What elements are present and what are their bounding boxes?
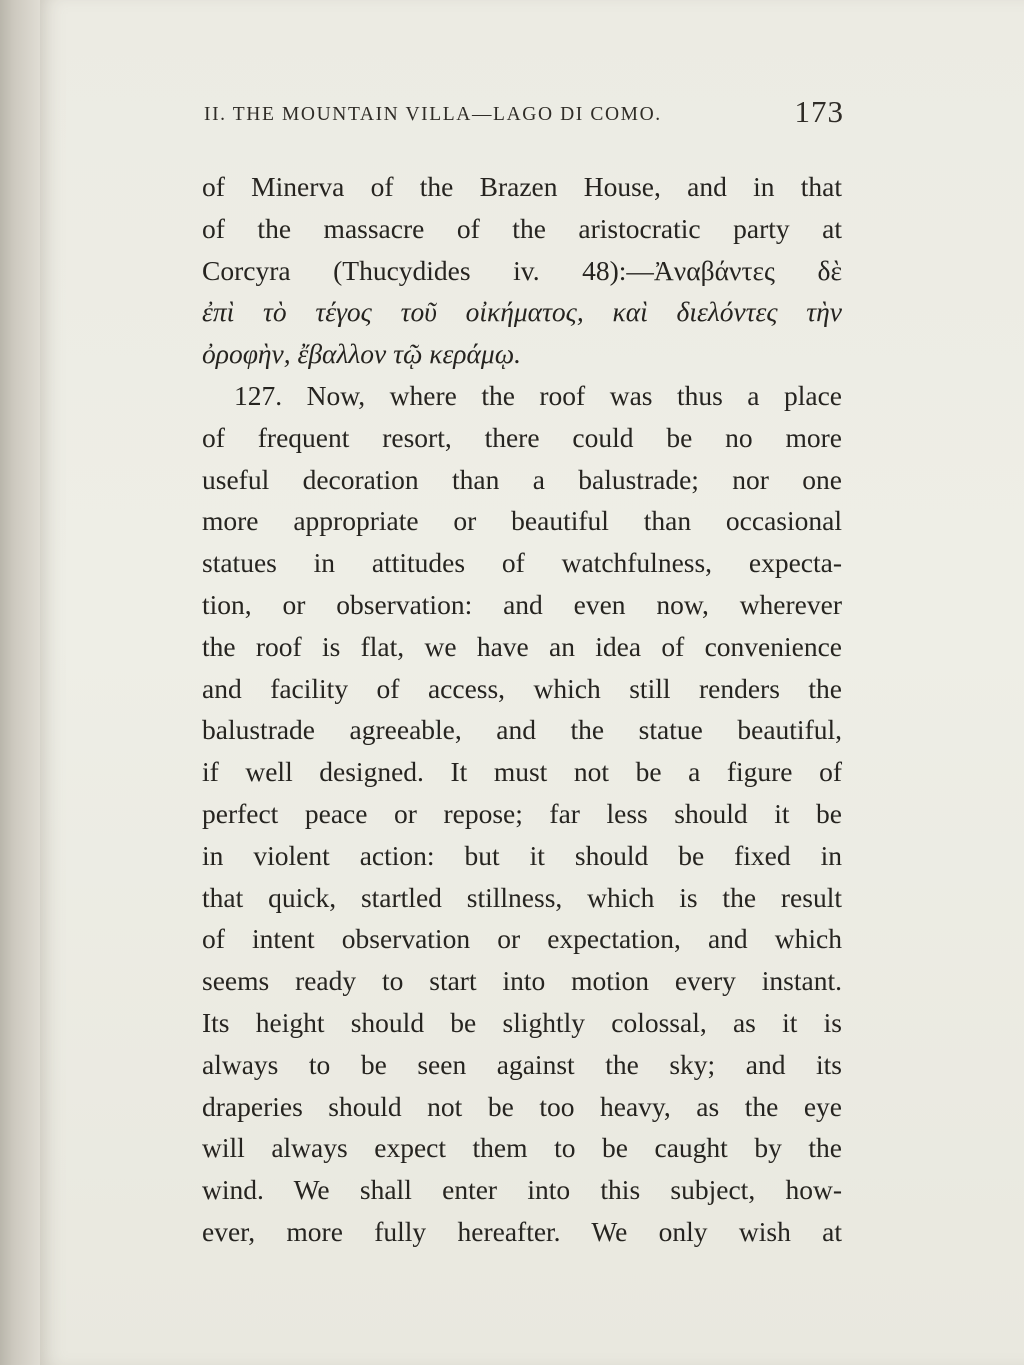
text-line: draperies should not be too heavy, as the eye [202,1090,842,1122]
text-line: always to be seen against the sky; and its [202,1048,842,1080]
body-text [202,166,842,1253]
text-line: that quick, startled stillness, which is the result [202,881,842,913]
text-line: useful decoration than a balustrade; nor one [202,463,842,495]
text-line: of frequent resort, there could be no more [202,421,842,453]
paragraph-127-first-line: 127. Now, where the roof was thus a place [234,379,842,411]
text-line: of the massacre of the aristocratic party at [202,212,842,244]
text-line: Corcyra (Thucydides iv. 48):—Ἀναβάντες δὲ [202,254,842,286]
text-line: of Minerva of the Brazen House, and in that [202,171,842,202]
text-line: more appropriate or beautiful than occasional [202,505,842,537]
page-number: 173 [794,94,844,129]
running-head-title: II. THE MOUNTAIN VILLA—LAGO DI COMO. [204,104,662,125]
text-line: the roof is flat, we have an idea of convenience [202,630,842,662]
text-line: seems ready to start into motion every instant. [202,965,842,997]
text-line: will always expect them to be caught by the [202,1132,842,1164]
greek-quote-line: ὀροφὴν, ἔβαλλον τῷ κεράμῳ. [202,338,522,370]
text-line: tion, or observation: and even now, wherever [202,588,842,620]
text-line: ever, more fully hereafter. We only wish at [202,1215,842,1247]
text-line: wind. We shall enter into this subject, how- [202,1174,842,1206]
text-line: statues in attitudes of watchfulness, expecta- [202,547,842,579]
text-line: if well designed. It must not be a figure of [202,756,842,788]
text-line: perfect peace or repose; far less should it be [202,797,842,829]
running-head [204,94,846,140]
greek-quote-line: ἐπὶ τὸ τέγος τοῦ οἰκήματος, καὶ διελόντες τὴν [202,296,842,328]
book-gutter [0,0,40,1365]
text-line: in violent action: but it should be fixed in [202,839,842,871]
text-line: of intent observation or expectation, and which [202,923,842,955]
text-line: Its height should be slightly colossal, as it is [202,1006,842,1038]
text-line: balustrade agreeable, and the statue beautiful, [202,714,842,746]
text-line: and facility of access, which still renders the [202,672,842,704]
